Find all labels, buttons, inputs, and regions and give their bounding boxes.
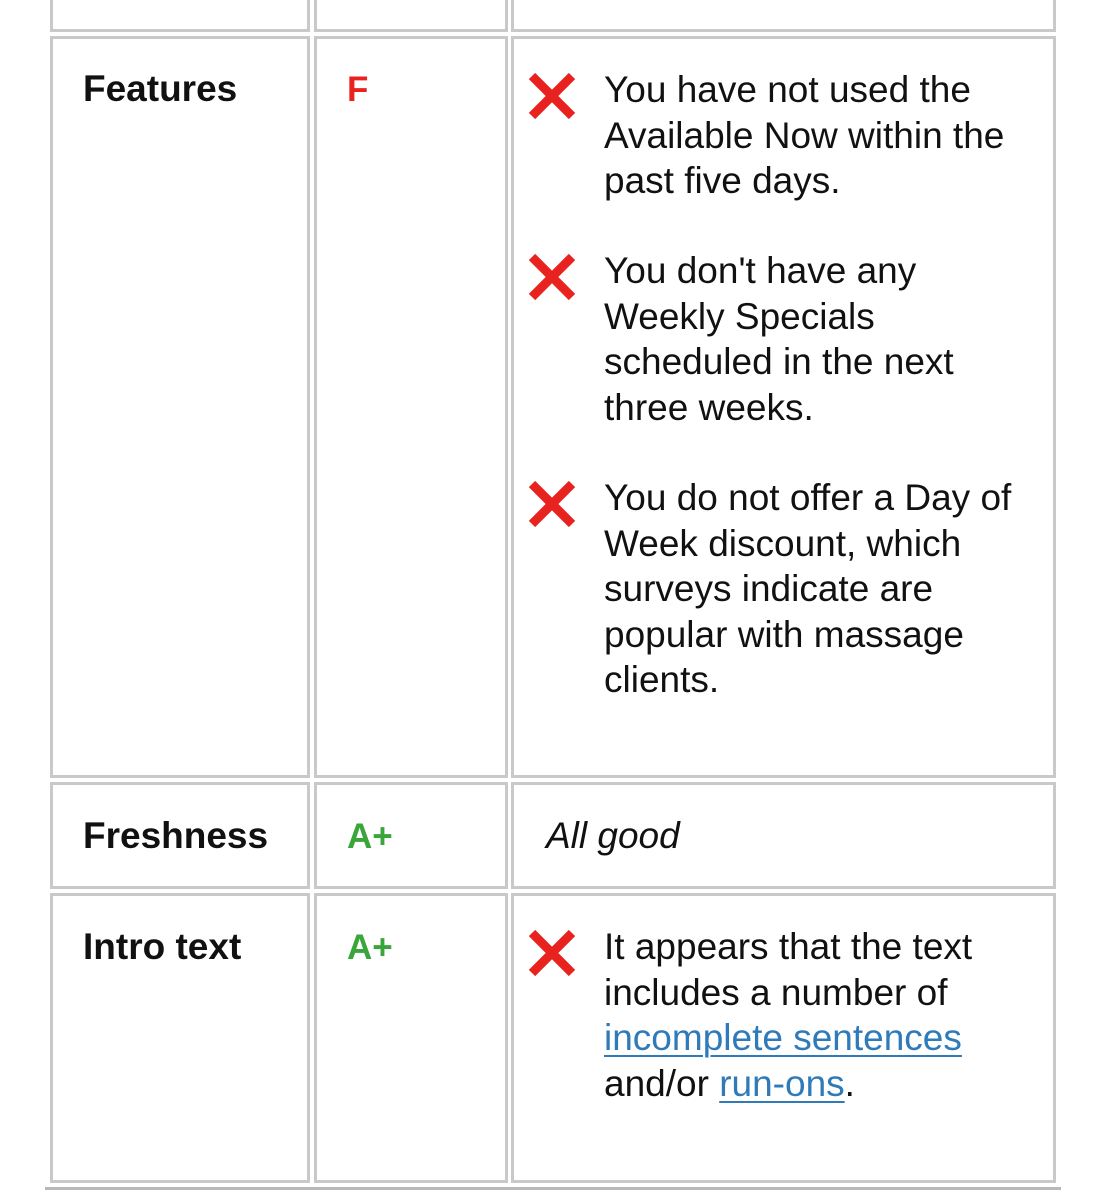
issue-text: You don't have any Weekly Specials scheduled in the next three weeks.: [604, 250, 954, 428]
x-mark-icon: [526, 927, 578, 979]
issue-text-middle: and/or: [604, 1062, 709, 1104]
incomplete-sentences-link[interactable]: incomplete sentences: [604, 1017, 962, 1058]
freshness-label-cell: [50, 782, 310, 889]
row-label: Freshness: [83, 815, 269, 856]
run-ons-link[interactable]: run-ons: [719, 1062, 845, 1104]
x-mark-icon: [526, 70, 578, 122]
issue-text: [604, 924, 1044, 1106]
row-label: Intro text: [83, 926, 242, 967]
issue-text: You do not offer a Day of Week discount, which surveys indicate are popular with massage clients.: [604, 477, 1012, 700]
previous-row-grade-cell: [314, 0, 508, 32]
issue-text: You have not used the Available Now within the past five days.: [604, 69, 1005, 201]
status-text: All good: [546, 815, 680, 856]
freshness-grade-cell: [314, 782, 508, 889]
issue-text-end: .: [844, 1062, 855, 1104]
row-label: Features: [83, 68, 238, 109]
intro-text-label-cell: [50, 893, 310, 1183]
intro-text-details-cell: [511, 893, 1056, 1183]
features-grade-cell: [314, 36, 508, 778]
previous-row-details-cell: [511, 0, 1056, 32]
x-mark-icon: [526, 251, 578, 303]
previous-row-label-cell: [50, 0, 310, 32]
issue-text-start: It appears that the text includes a number of: [604, 926, 973, 1013]
freshness-details-cell: [511, 782, 1056, 889]
grade-badge: A+: [347, 928, 393, 967]
features-label-cell: [50, 36, 310, 778]
grade-badge: F: [347, 70, 369, 109]
grade-badge: A+: [347, 817, 393, 856]
x-mark-icon: [526, 478, 578, 530]
features-details-cell: [511, 36, 1056, 778]
intro-text-grade-cell: [314, 893, 508, 1183]
table-bottom-divider: [45, 1187, 1061, 1190]
